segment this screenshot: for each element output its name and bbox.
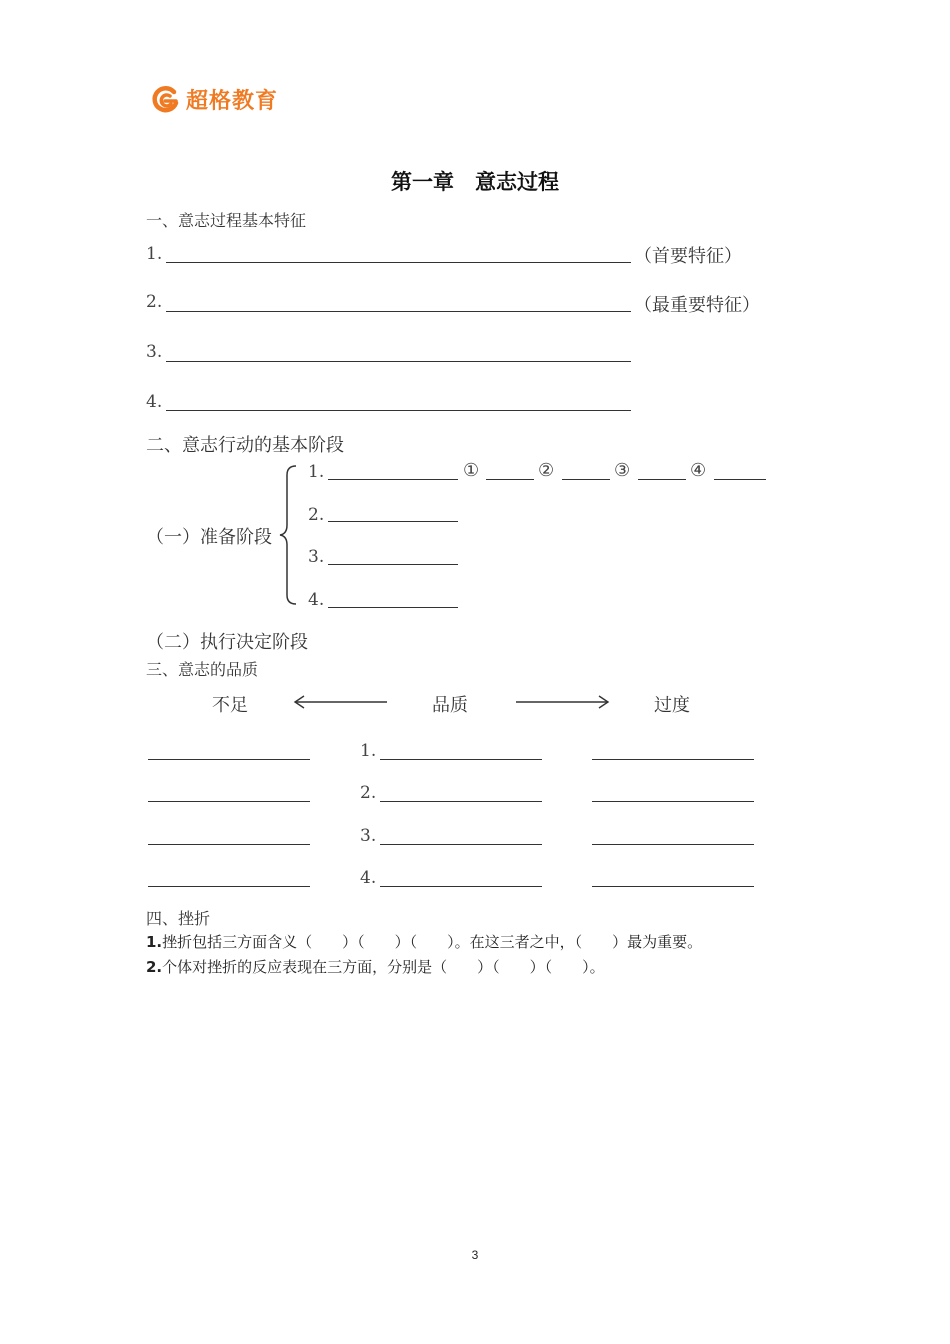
arrow-right-icon <box>515 694 611 710</box>
circle-num: ④ <box>690 460 707 481</box>
stage1-item-num: 1. <box>308 462 325 482</box>
quality-answer-line[interactable] <box>380 801 542 802</box>
quality-answer-line[interactable] <box>380 759 542 760</box>
page-title: 第一章 意志过程 <box>391 169 559 194</box>
s1-answer-line[interactable] <box>166 311 631 312</box>
stage1-item-num: 2. <box>308 505 325 525</box>
quality-row-num: 2. <box>360 783 377 803</box>
question-num: 2. <box>146 958 163 976</box>
stage1-label: （一）准备阶段 <box>146 527 272 548</box>
sub-answer-line[interactable] <box>486 479 534 480</box>
arrow-left-icon <box>292 694 388 710</box>
s1-answer-line[interactable] <box>166 262 631 263</box>
stage1-item-num: 4. <box>308 590 325 610</box>
logo-mark-icon <box>150 85 180 115</box>
col-header-quality: 品质 <box>432 695 468 716</box>
question-2 <box>146 956 605 977</box>
excess-answer-line[interactable] <box>592 886 754 887</box>
quality-row-num: 4. <box>360 868 377 888</box>
quality-row-num: 1. <box>360 741 377 761</box>
s1-item-note: （最重要特征） <box>634 295 760 316</box>
sub-answer-line[interactable] <box>714 479 766 480</box>
stage1-answer-line[interactable] <box>328 521 458 522</box>
deficiency-answer-line[interactable] <box>148 886 310 887</box>
s1-answer-line[interactable] <box>166 410 631 411</box>
left-brace-icon <box>278 465 298 605</box>
circle-num: ② <box>538 460 555 481</box>
section3-heading: 三、意志的品质 <box>146 660 259 679</box>
s1-item-num: 4. <box>146 392 163 412</box>
sub-answer-line[interactable] <box>562 479 610 480</box>
section2-heading: 二、意志行动的基本阶段 <box>146 435 344 456</box>
stage2-label: （二）执行决定阶段 <box>146 632 308 653</box>
question-text: 挫折包括三方面含义（ ）（ ）（ ）。在这三者之中，（ ）最为重要。 <box>162 933 703 951</box>
stage1-item-num: 3. <box>308 547 325 567</box>
deficiency-answer-line[interactable] <box>148 801 310 802</box>
question-1 <box>146 931 702 952</box>
quality-row-num: 3. <box>360 826 377 846</box>
circle-num: ① <box>463 460 480 481</box>
s1-answer-line[interactable] <box>166 361 631 362</box>
s1-item-num: 1. <box>146 244 163 264</box>
excess-answer-line[interactable] <box>592 801 754 802</box>
section1-heading: 一、意志过程基本特征 <box>146 211 307 230</box>
s1-item-note: （首要特征） <box>634 246 742 267</box>
s1-item-num: 3. <box>146 342 163 362</box>
question-num: 1. <box>146 933 163 951</box>
s1-item-num: 2. <box>146 292 163 312</box>
col-header-deficiency: 不足 <box>212 695 248 716</box>
stage1-answer-line[interactable] <box>328 564 458 565</box>
logo-text: 超格教育 <box>186 89 279 114</box>
excess-answer-line[interactable] <box>592 844 754 845</box>
page-number: 3 <box>471 1248 479 1262</box>
deficiency-answer-line[interactable] <box>148 844 310 845</box>
section4-heading: 四、挫折 <box>146 909 211 928</box>
question-text: 个体对挫折的反应表现在三方面，分别是（ ）（ ）（ ）。 <box>162 958 605 976</box>
excess-answer-line[interactable] <box>592 759 754 760</box>
deficiency-answer-line[interactable] <box>148 759 310 760</box>
quality-answer-line[interactable] <box>380 844 542 845</box>
col-header-excess: 过度 <box>654 695 690 716</box>
brand-logo <box>150 84 278 115</box>
stage1-answer-line[interactable] <box>328 607 458 608</box>
quality-answer-line[interactable] <box>380 886 542 887</box>
sub-answer-line[interactable] <box>638 479 686 480</box>
circle-num: ③ <box>614 460 631 481</box>
stage1-answer-line[interactable] <box>328 479 458 480</box>
